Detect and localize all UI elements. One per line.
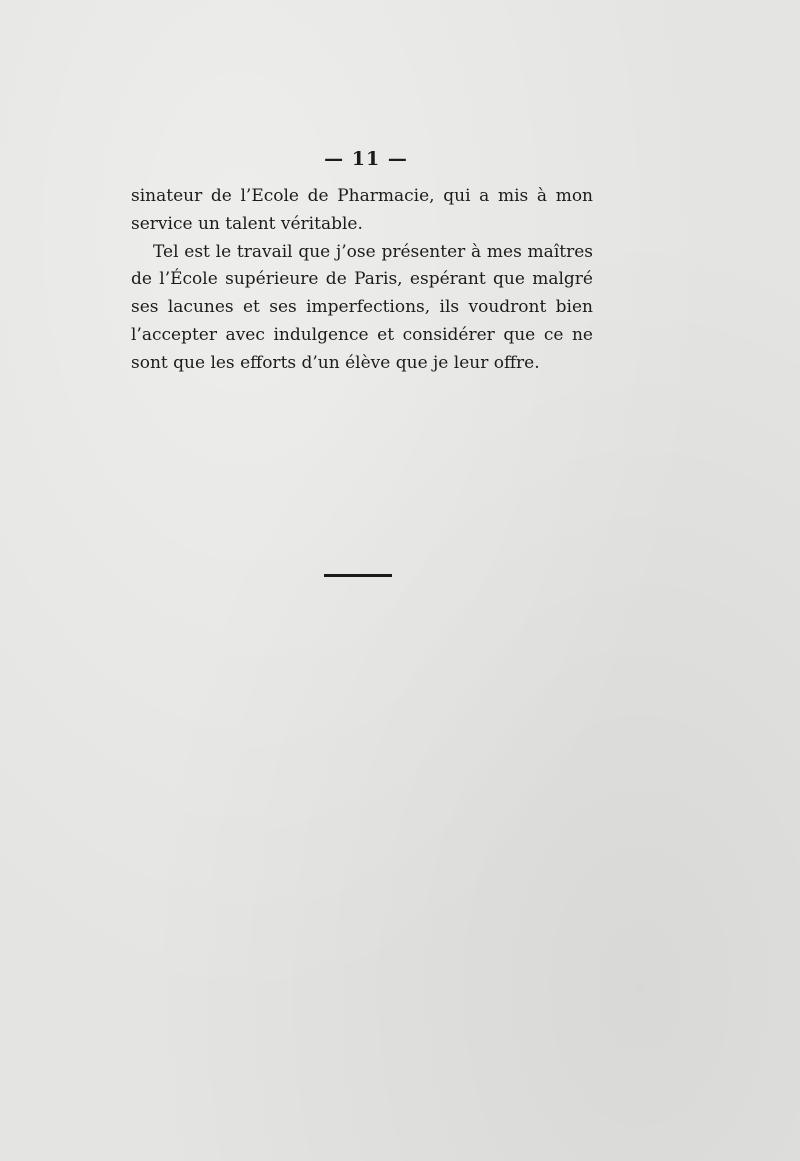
- page-number: — 11 —: [324, 148, 408, 170]
- end-rule-divider: [324, 574, 392, 577]
- paragraph-continuation: sinateur de l’Ecole de Pharmacie, qui a mis à mon service un talent véritable.: [131, 186, 593, 234]
- body-text: [131, 183, 593, 378]
- paragraph-closing: Tel est le travail que j’ose présenter à mes maîtres de l’École supérieure de Paris, espérant que malgré ses lacunes et ses imperfections, ils voudront bien l’accepter avec indulgence et considérer que ce ne sont que les efforts d’un élève que je leur offre.: [131, 241, 593, 373]
